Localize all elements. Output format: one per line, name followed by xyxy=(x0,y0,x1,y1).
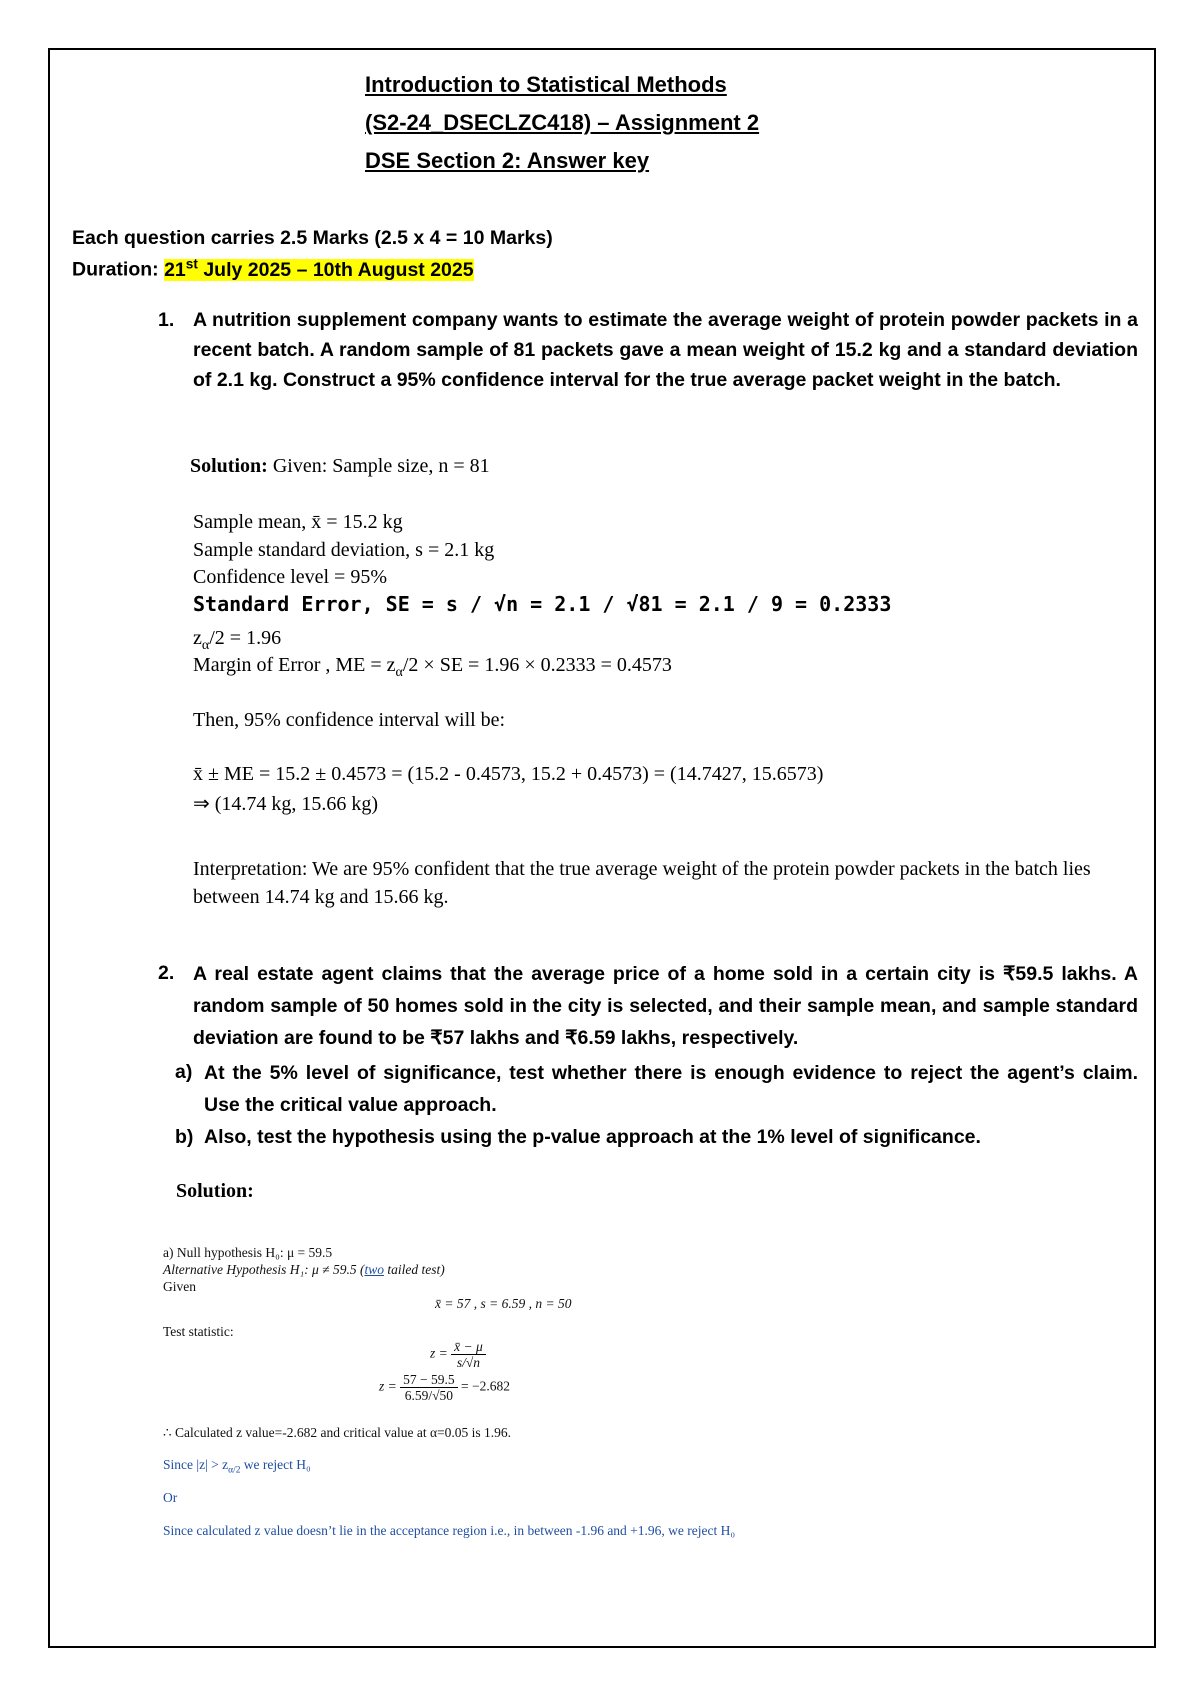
q2-z-computation: z = $\frac{57 - 59.5}{6.59/√50}$ = −2.682 xyxy=(379,1372,510,1403)
course-code: (S2-24_DSECLZC418) – Assignment 2 xyxy=(365,110,760,135)
q1-confidence: Confidence level = 95% xyxy=(193,566,387,588)
q1-interpretation: Interpretation: We are 95% confident that the true average weight of the protein powder packets in the batch lies between 14.74 kg and 15.66 kg. xyxy=(193,858,1091,908)
q1-ci: x̄ ± ME = 15.2 ± 0.4573 = (15.2 - 0.4573, 15.2 + 0.4573) = (14.7427, 15.6573) xyxy=(193,763,824,785)
q1-margin-of-error: Margin of Error , ME = $z_\alpha/2$ × SE = 1.96 × 0.2333 = 0.4573 xyxy=(193,654,672,680)
q2-b-text: Also, test the hypothesis using the p-value approach at the 1% level of significance. xyxy=(204,1126,981,1148)
q1-then: Then, 95% confidence interval will be: xyxy=(193,709,506,731)
q1-solution-given xyxy=(190,455,490,478)
duration-line xyxy=(72,256,474,282)
q1-sample-mean: Sample mean, x̄ = 15.2 kg xyxy=(193,511,403,533)
q1-ci-rounded: ⇒ (14.74 kg, 15.66 kg) xyxy=(193,793,379,815)
q2-alt-hypothesis: Alternative Hypothesis H₁: μ ≠ 59.5 (two tailed test) xyxy=(163,1262,445,1277)
q1-sample-sd: Sample standard deviation, s = 2.1 kg xyxy=(193,539,495,561)
q1-text: A nutrition supplement company wants to estimate the average weight of protein powder packets in a recent batch. A random sample of 81 packets gave a mean weight of 15.2 kg and a standard deviation of 2.1 kg. Construct a 95% confidence interval for the true average packet weight in the batch. xyxy=(193,309,1138,391)
q2-a-label: a) xyxy=(175,1061,193,1083)
q1-solution-label: Solution: xyxy=(190,455,268,477)
marks-line: Each question carries 2.5 Marks (2.5 x 4 = 10 Marks) xyxy=(72,227,553,249)
page-border xyxy=(48,48,1156,1648)
q2-test-statistic-label: Test statistic: xyxy=(163,1324,234,1339)
q1-standard-error: Standard Error, SE = s / √n = 2.1 / √81 = 2.1 / 9 = 0.2333 xyxy=(193,592,892,616)
q1-number: 1. xyxy=(158,309,175,331)
q1-given: Given: Sample size, n = 81 xyxy=(267,455,490,477)
q2-or: Or xyxy=(163,1490,178,1505)
q2-calculated-z: ∴ Calculated z value=-2.682 and critical value at α=0.05 is 1.96. xyxy=(163,1425,512,1440)
q2-since-acceptance: Since calculated z value doesn’t lie in the acceptance region i.e., in between -1.96 and +1.96, we reject H₀ xyxy=(163,1523,736,1538)
q2-z-formula: z = $\frac{x̄ - \mu}{s/√n}$ xyxy=(430,1339,486,1370)
q2-number: 2. xyxy=(158,962,175,984)
q2-text: A real estate agent claims that the average price of a home sold in a certain city is ₹59.5 lakhs. A random sample of 50 homes sold in the city is selected, and their sample mean, and sample standard deviation are found to be ₹57 lakhs and ₹6.59 lakhs, respectively. xyxy=(193,963,1138,1049)
q2-formula-fraction: $\frac{x̄ - \mu}{s/√n}$ xyxy=(451,1339,486,1370)
q2-null-hypothesis: a) Null hypothesis H₀: μ = 59.5 xyxy=(163,1245,333,1260)
q2-b-label: b) xyxy=(175,1126,194,1148)
section-title: DSE Section 2: Answer key xyxy=(365,148,650,173)
q2-computation-fraction: $\frac{57 - 59.5}{6.59/√50}$ xyxy=(400,1372,458,1403)
q2-solution-label: Solution: xyxy=(176,1180,254,1202)
duration-dates: 21st July 2025 – 10th August 2025 xyxy=(164,256,474,281)
doc-title: Introduction to Statistical Methods xyxy=(365,72,727,97)
q2-since-reject: Since $|z| > z_{\alpha/2}$ we reject H₀ xyxy=(163,1457,311,1476)
q2-given-values: x̄ = 57 , s = 6.59 , n = 50 xyxy=(435,1296,572,1311)
duration-label: Duration: xyxy=(72,258,165,281)
q2-given-label: Given xyxy=(163,1279,196,1294)
q1-z-value: $z_\alpha/2 = 1.96$ xyxy=(193,627,282,653)
q2-a-text: At the 5% level of significance, test whether there is enough evidence to reject the agent’s claim. Use the critical value approach. xyxy=(204,1062,1138,1116)
